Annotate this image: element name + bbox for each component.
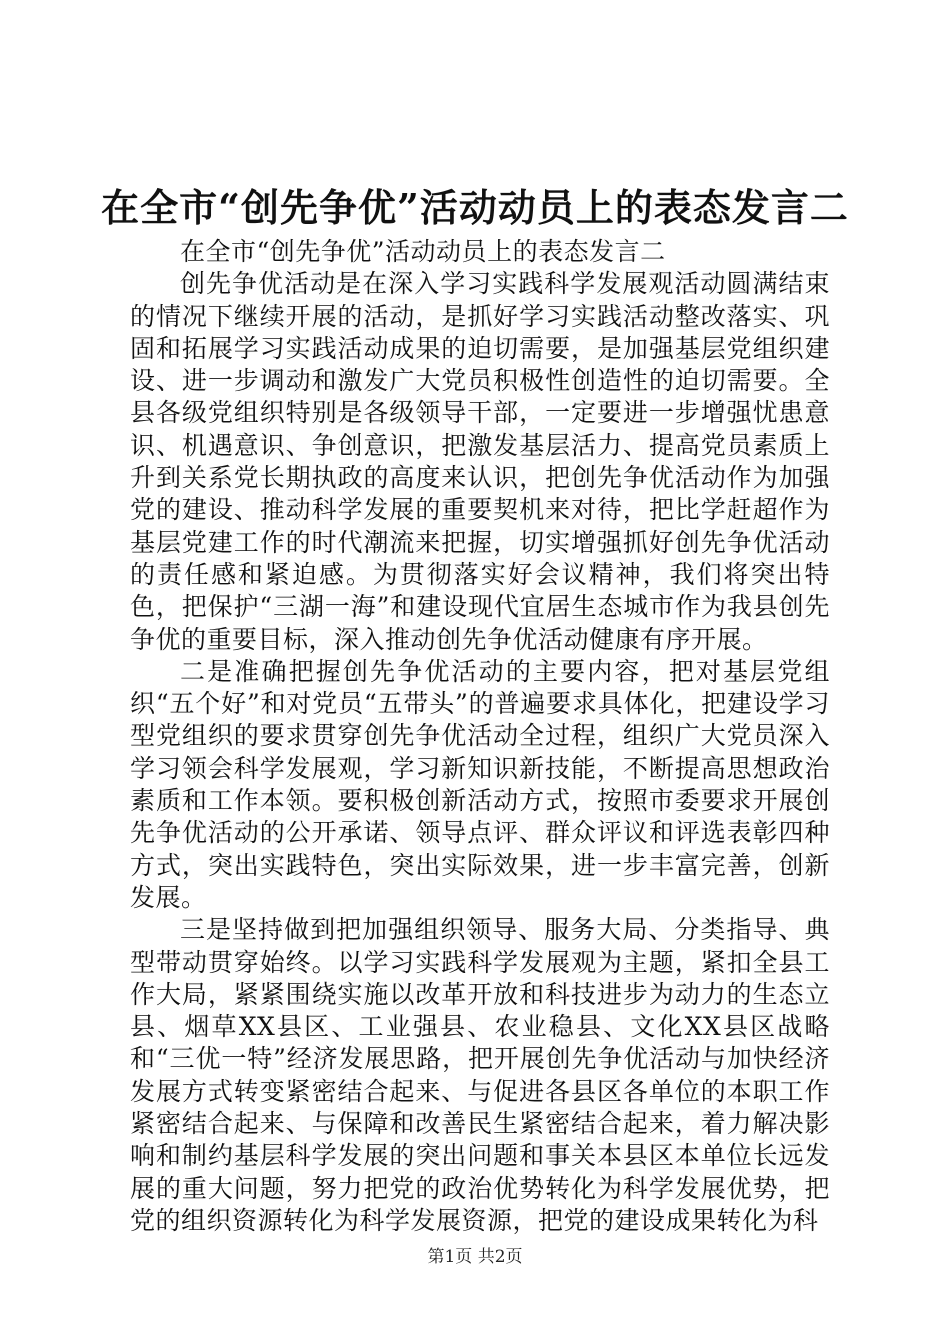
body-paragraph: 二是准确把握创先争优活动的主要内容，把对基层党组织“五个好”和对党员“五带头”的普遍要求具体化，把建设学习型党组织的要求贯穿创先争优活动全过程，组织广大党员深入学习领会科学发展观，学习新知识新技能，不断提高思想政治素质和工作本领。要积极创新活动方式，按照市委要求开展创先争优活动的公开承诺、领导点评、群众评议和评选表彰四种方式，突出实践特色，突出实际效果，进一步丰富完善，创新发展。 — [130, 656, 830, 912]
document-body — [130, 236, 830, 1237]
body-paragraph: 创先争优活动是在深入学习实践科学发展观活动圆满结束的情况下继续开展的活动，是抓好学习实践活动整改落实、巩固和拓展学习实践活动成果的迫切需要，是加强基层党组织建设、进一步调动和激发广大党员积极性创造性的迫切需要。全县各级党组织特别是各级领导干部，一定要进一步增强忧患意识、机遇意识、争创意识，把激发基层活力、提高党员素质上升到关系党长期执政的高度来认识，把创先争优活动作为加强党的建设、推动科学发展的重要契机来对待，把比学赶超作为基层党建工作的时代潮流来把握，切实增强抓好创先争优活动的责任感和紧迫感。为贯彻落实好会议精神，我们将突出特色，把保护“三湖一海”和建设现代宜居生态城市作为我县创先争优的重要目标，深入推动创先争优活动健康有序开展。 — [130, 269, 830, 654]
subtitle-paragraph: 在全市“创先争优”活动动员上的表态发言二 — [180, 237, 666, 266]
page-number-footer: 第1页 共2页 — [427, 1247, 523, 1267]
document-title: 在全市“创先争优”活动动员上的表态发言二 — [101, 185, 849, 230]
body-paragraph: 三是坚持做到把加强组织领导、服务大局、分类指导、典型带动贯穿始终。以学习实践科学发展观为主题，紧扣全县工作大局，紧紧围绕实施以改革开放和科技进步为动力的生态立县、烟草XX县区、工业强县、农业稳县、文化XX县区战略和“三优一特”经济发展思路，把开展创先争优活动与加快经济发展方式转变紧密结合起来、与促进各县区各单位的本职工作紧密结合起来、与保障和改善民生紧密结合起来，着力解决影响和制约基层科学发展的突出问题和事关本县区本单位长远发展的重大问题，努力把党的政治优势转化为科学发展优势，把党的组织资源转化为科学发展资源，把党的建设成果转化为科 — [130, 915, 830, 1235]
